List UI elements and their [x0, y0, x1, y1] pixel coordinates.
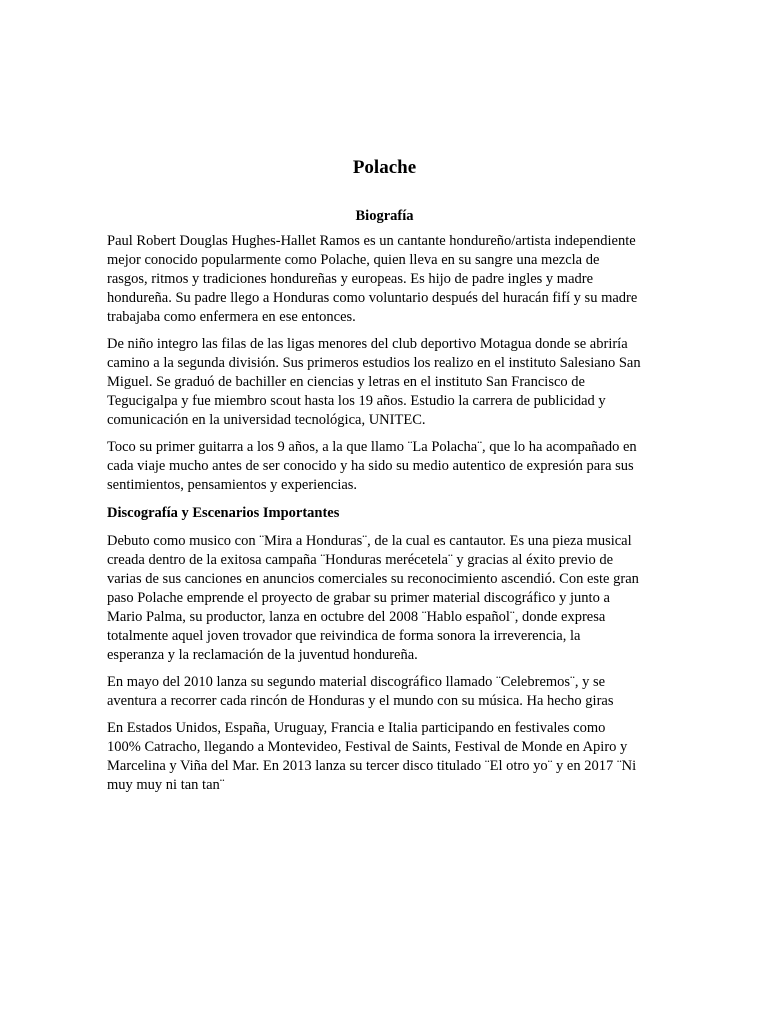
discography-paragraph-2: En mayo del 2010 lanza su segundo material discográfico llamado ¨Celebremos¨, y se aventura a recorrer cada rincón de Honduras y el mundo con su música. Ha hecho giras [107, 674, 614, 709]
discography-paragraph-3: En Estados Unidos, España, Uruguay, Francia e Italia participando en festivales como 100% Catracho, llegando a Montevideo, Festival de Saints, Festival de Monde en Apiro y Marcelina y Viña del Mar. En 2013 lanza su tercer disco titulado ¨El otro yo¨ y en 2017 ¨Ni muy muy ni tan tan¨ [107, 720, 637, 793]
document-body [107, 150, 662, 803]
biography-paragraph-1: Paul Robert Douglas Hughes-Hallet Ramos es un cantante hondureño/artista independiente mejor conocido popularmente como Polache, quien lleva en su sangre una mezcla de rasgos, ritmos y tradiciones hondureñas y europeas. Es hijo de padre ingles y madre hondureña. Su padre llego a Honduras como voluntario después del huracán fifí y su madre trabajaba como enfermera en ese entonces. [107, 233, 638, 325]
discography-paragraph-1: Debuto como musico con ¨Mira a Honduras¨, de la cual es cantautor. Es una pieza musical creada dentro de la exitosa campaña ¨Honduras merécetela¨ y gracias al éxito previo de varias de sus canciones en anuncios comerciales su reconocimiento ascendió. Con este gran paso Polache emprende el proyecto de grabar su primer material discográfico y junto a Mario Palma, su productor, lanza en octubre del 2008 ¨Hablo español¨, donde expresa totalmente aquel joven trovador que reivindica de forma sonora la irreverencia, la esperanza y la reclamación de la juventud hondureña. [107, 533, 639, 663]
biography-paragraph-3: Toco su primer guitarra a los 9 años, a la que llamo ¨La Polacha¨, que lo ha acompañado en cada viaje mucho antes de ser conocido y ha sido su medio autentico de expresión para sus sentimientos, pensamientos y experiencias. [107, 439, 637, 493]
document-title: Polache [352, 157, 417, 178]
discography-heading: Discografía y Escenarios Importantes [107, 505, 340, 521]
biography-paragraph-2: De niño integro las filas de las ligas menores del club deportivo Motagua donde se abriría camino a la segunda división. Sus primeros estudios los realizo en el instituto Salesiano San Miguel. Se graduó de bachiller en ciencias y letras en el instituto San Francisco de Tegucigalpa y fue miembro scout hasta los 19 años. Estudio la carrera de publicidad y comunicación en la universidad tecnológica, UNITEC. [107, 336, 641, 428]
biography-heading: Biografía [355, 208, 414, 224]
